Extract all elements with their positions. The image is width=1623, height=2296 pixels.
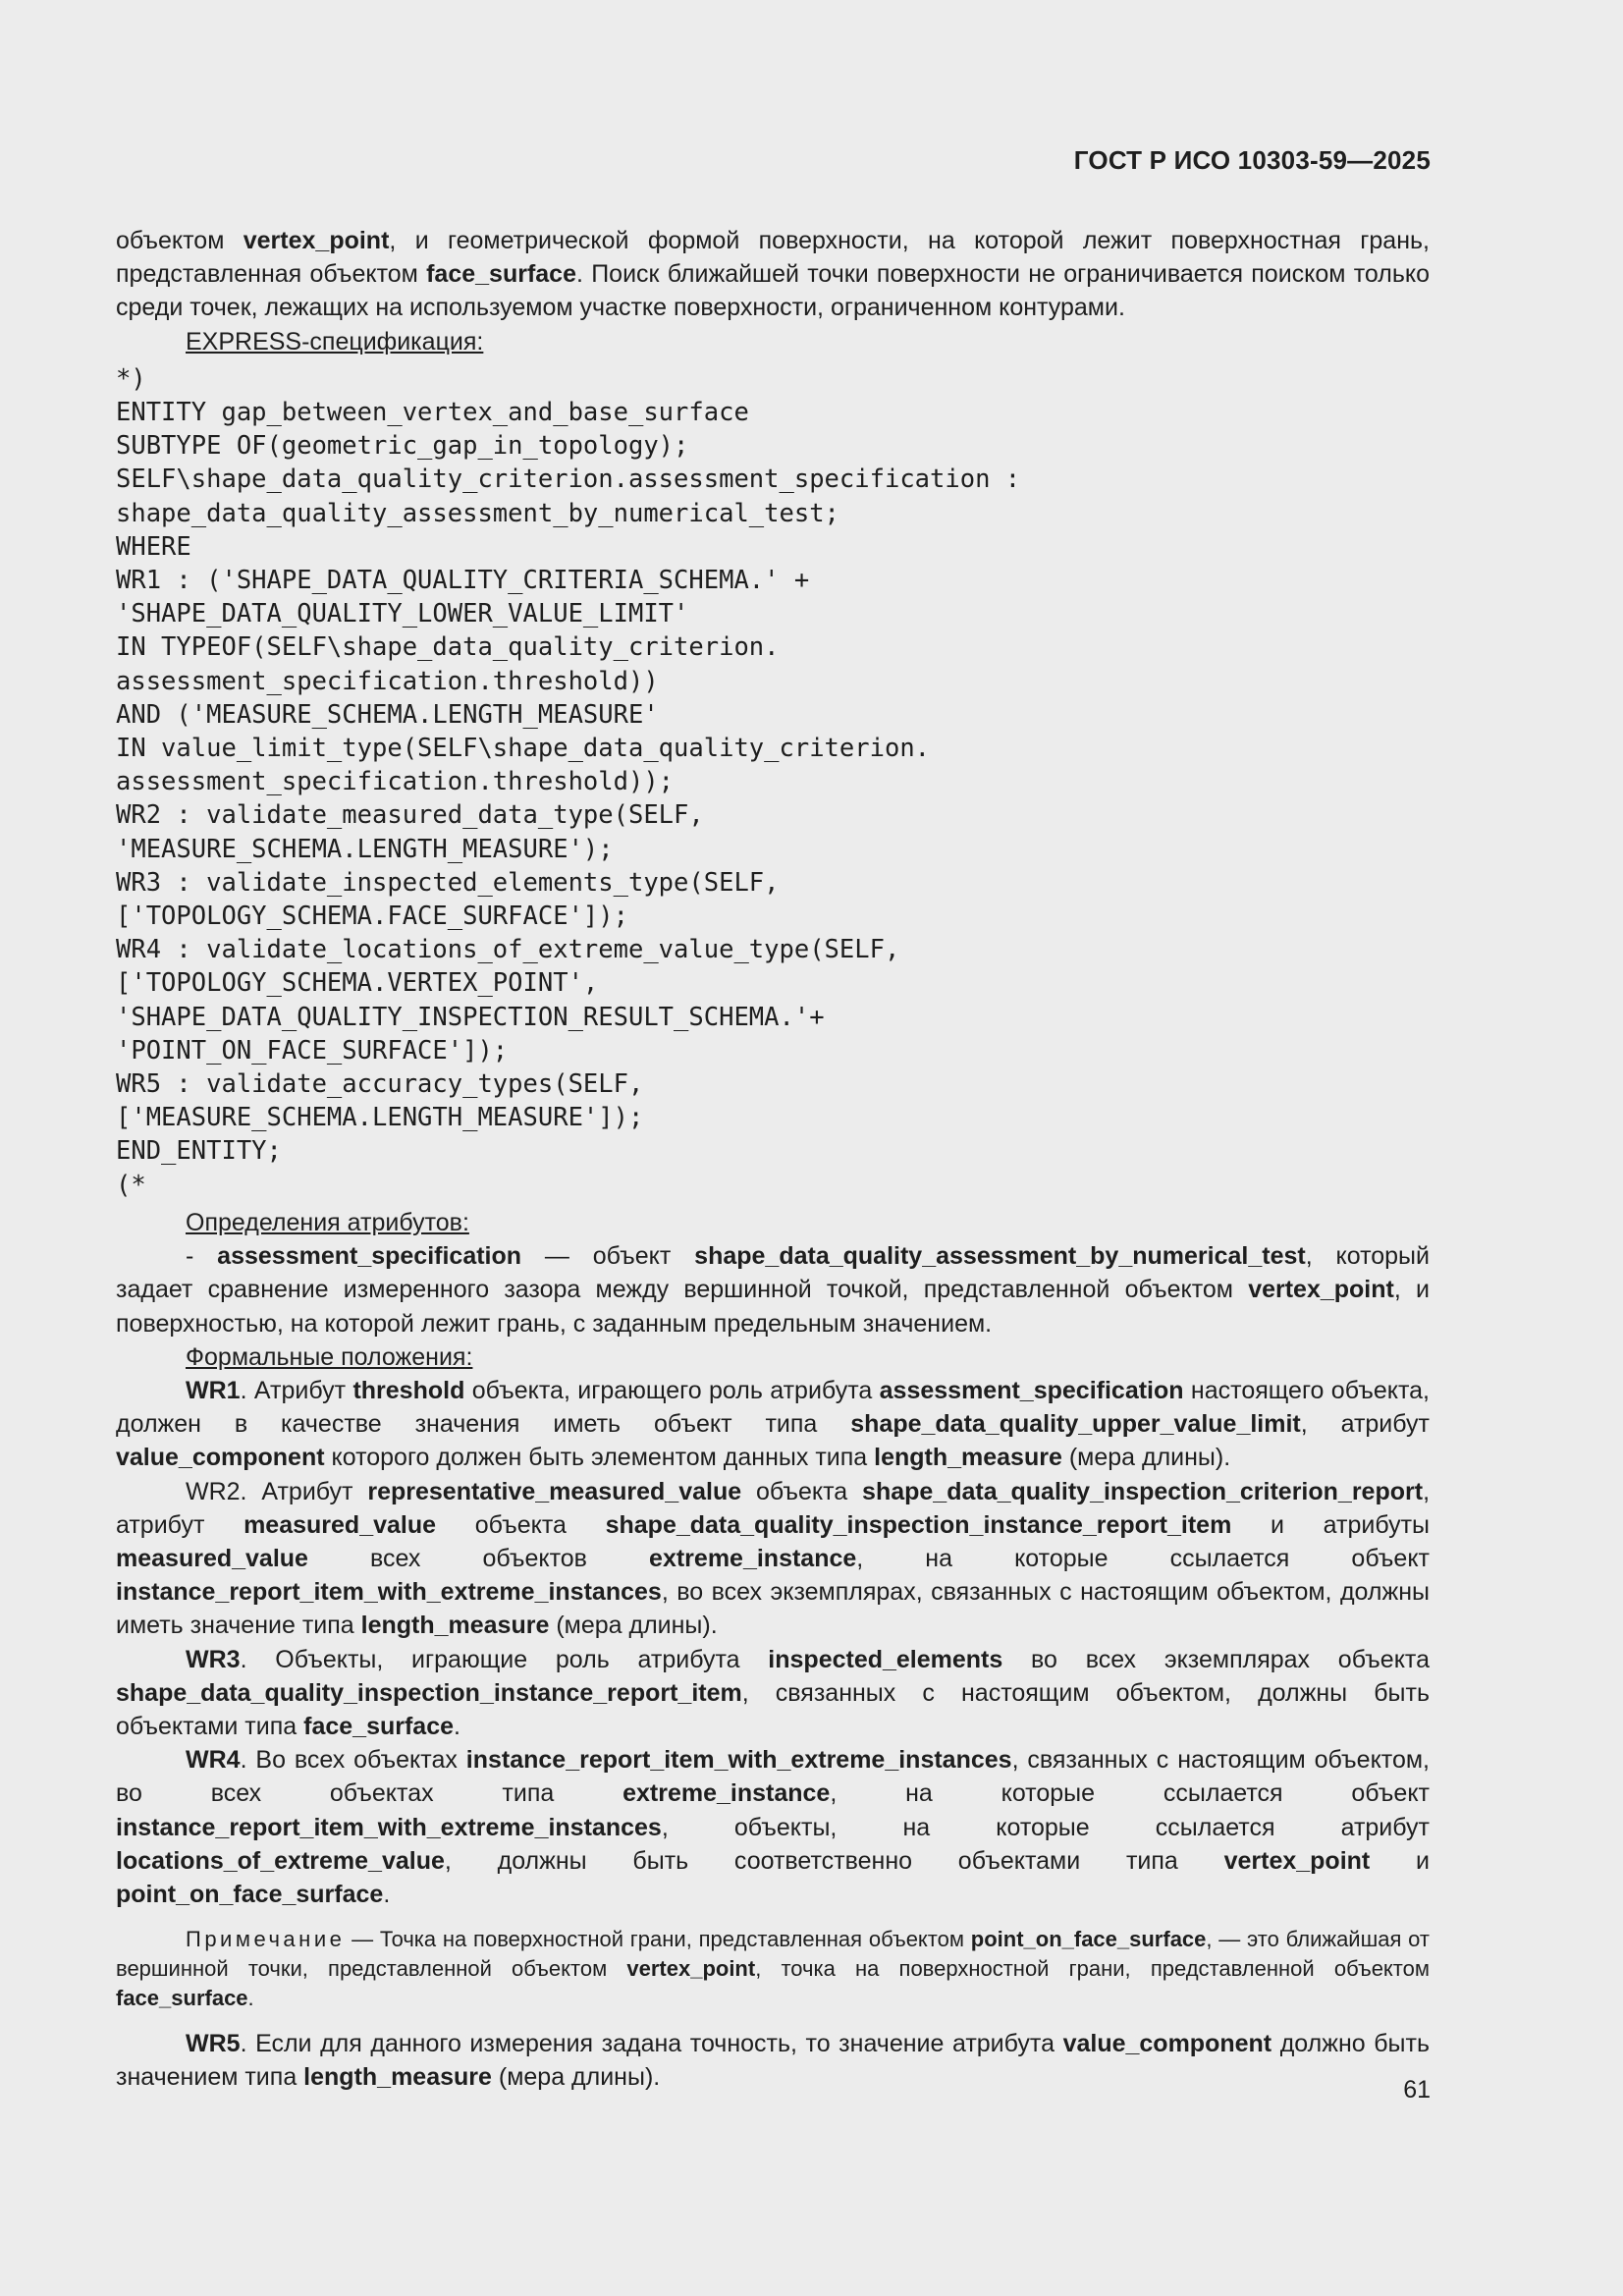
- code-line: 'SHAPE_DATA_QUALITY_INSPECTION_RESULT_SCHEMA.'+: [116, 1002, 825, 1032]
- code-line: WR5 : validate_accuracy_types(SELF,: [116, 1069, 644, 1100]
- code-line: ['TOPOLOGY_SCHEMA.VERTEX_POINT',: [116, 968, 599, 999]
- code-line: WR4 : validate_locations_of_extreme_value_type(SELF,: [116, 935, 900, 965]
- code-line: WR2 : validate_measured_data_type(SELF,: [116, 800, 704, 831]
- standard-header: ГОСТ Р ИСО 10303-59—2025: [1073, 145, 1431, 175]
- code-line: IN TYPEOF(SELF\shape_data_quality_criterion.: [116, 632, 780, 663]
- code-line: assessment_specification.threshold)): [116, 666, 659, 696]
- code-line: ['MEASURE_SCHEMA.LENGTH_MEASURE']);: [116, 1103, 644, 1133]
- code-line: ENTITY gap_between_vertex_and_base_surface: [116, 398, 749, 428]
- code-line: 'MEASURE_SCHEMA.LENGTH_MEASURE');: [116, 834, 614, 864]
- code-line: WR3 : validate_inspected_elements_type(SELF,: [116, 867, 780, 898]
- code-line: END_ENTITY;: [116, 1136, 282, 1167]
- note-paragraph: Примечание — Точка на поверхностной грани, представленная объектом point_on_face_surface, — это ближайшая от вершинной точки, представленной объектом vertex_point, точка на поверхностной грани, представленной объектом face_surface.: [116, 1927, 1430, 2011]
- code-line: SELF\shape_data_quality_criterion.assessment_specification :: [116, 465, 1021, 495]
- code-line: WR1 : ('SHAPE_DATA_QUALITY_CRITERIA_SCHEMA.' +: [116, 566, 810, 596]
- code-line: (*: [116, 1170, 146, 1200]
- code-line: IN value_limit_type(SELF\shape_data_quality_criterion.: [116, 734, 931, 764]
- code-line: 'POINT_ON_FACE_SURFACE']);: [116, 1035, 509, 1066]
- page-body: [116, 224, 1430, 2095]
- wr4-paragraph: WR4. Во всех объектах instance_report_item_with_extreme_instances, связанных с настоящим объектом, во всех объектах типа extreme_instance, на которые ссылается объект instance_report_item_with_extreme_instances, объекты, на которые ссылается атрибут locations_of_extreme_value, должны быть соответственно объектами типа vertex_point и point_on_face_surface.: [116, 1746, 1430, 1908]
- attribute-definitions-heading: Определения атрибутов:: [186, 1208, 469, 1236]
- formal-propositions-heading: Формальные положения:: [186, 1342, 473, 1371]
- wr3-paragraph: WR3. Объекты, играющие роль атрибута inspected_elements во всех экземплярах объекта shape_data_quality_inspection_instance_report_item, связанных с настоящим объектом, должны быть объектами типа face_surface.: [116, 1645, 1430, 1740]
- code-line: WHERE: [116, 531, 191, 562]
- code-line: SUBTYPE OF(geometric_gap_in_topology);: [116, 431, 689, 462]
- page-number: 61: [1403, 2076, 1431, 2104]
- wr1-paragraph: WR1. Атрибут threshold объекта, играющего роль атрибута assessment_specification настоящего объекта, должен в качестве значения иметь объект типа shape_data_quality_upper_value_limit, атрибут value_component которого должен быть элементом данных типа length_measure (мера длины).: [116, 1376, 1430, 1472]
- attribute-definition-paragraph: - assessment_specification — объект shape_data_quality_assessment_by_numerical_test, который задает сравнение измеренного зазора между вершинной точкой, представленной объектом vertex_point, и поверхностью, на которой лежит грань, с заданным предельным значением.: [116, 1242, 1430, 1338]
- wr2-paragraph: WR2. Атрибут representative_measured_value объекта shape_data_quality_inspection_criterion_report, атрибут measured_value объекта shape_data_quality_inspection_instance_report_item и атрибуты measured_value всех объектов extreme_instance, на которые ссылается объект instance_report_item_with_extreme_instances, во всех экземплярах, связанных с настоящим объектом, должны иметь значение типа length_measure (мера длины).: [116, 1477, 1431, 1640]
- code-line: 'SHAPE_DATA_QUALITY_LOWER_VALUE_LIMIT': [116, 599, 689, 629]
- wr5-paragraph: WR5. Если для данного измерения задана точность, то значение атрибута value_component должно быть значением типа length_measure (мера длины).: [116, 2030, 1430, 2092]
- code-line: shape_data_quality_assessment_by_numerical_test;: [116, 498, 839, 528]
- code-line: *): [116, 363, 146, 394]
- code-line: assessment_specification.threshold));: [116, 767, 675, 797]
- express-code-block: [116, 362, 1430, 1202]
- code-line: AND ('MEASURE_SCHEMA.LENGTH_MEASURE': [116, 699, 659, 730]
- express-spec-heading: EXPRESS-спецификация:: [186, 327, 484, 355]
- code-line: ['TOPOLOGY_SCHEMA.FACE_SURFACE']);: [116, 902, 628, 932]
- intro-paragraph: объектом vertex_point, и геометрической формой поверхности, на которой лежит поверхностная грань, представленная объектом face_surface. Поиск ближайшей точки поверхности не ограничивается поиском только среди точек, лежащих на используемом участке поверхности, ограниченном контурами.: [116, 227, 1430, 322]
- note-label: Примечание: [186, 1927, 346, 1952]
